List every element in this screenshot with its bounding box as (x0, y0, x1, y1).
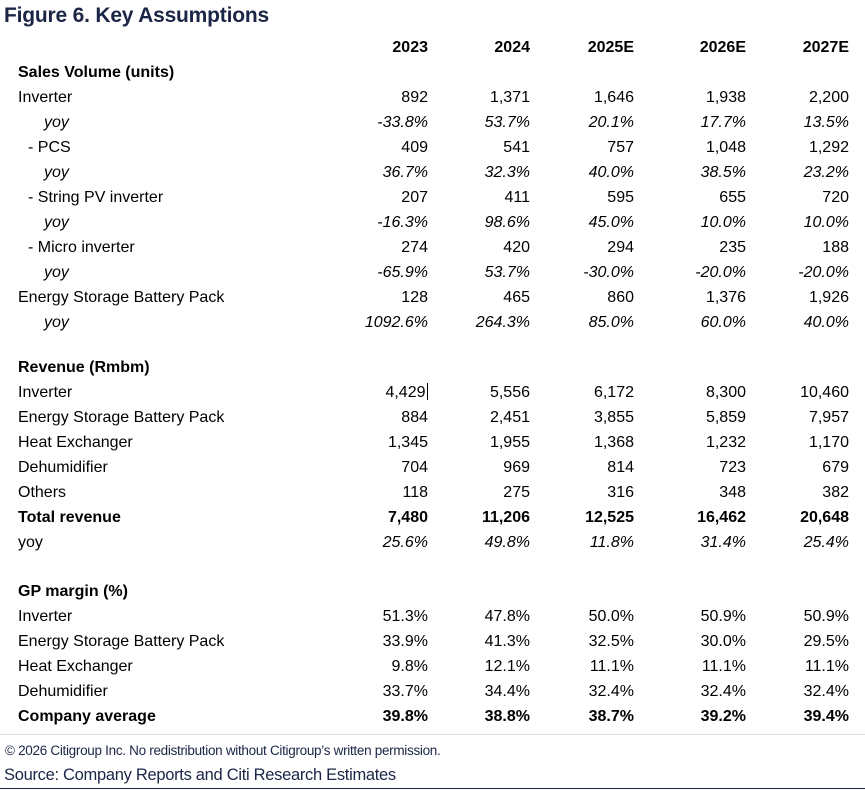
cell-value: 7,480 (387, 509, 428, 526)
cell-value: 40.0% (803, 314, 849, 331)
cell-value: 382 (822, 484, 849, 501)
cell-value: 39.8% (382, 708, 428, 725)
table-row (0, 430, 849, 455)
cell-value: -33.8% (377, 114, 428, 131)
row-label: Energy Storage Battery Pack (18, 633, 225, 650)
key-assumptions-table (0, 35, 849, 729)
cell-value: 50.9% (700, 608, 746, 625)
row-label: Total revenue (18, 509, 121, 526)
cell-value: 118 (402, 484, 428, 501)
cell-value: 12.1% (484, 658, 530, 675)
figure-title: Figure 6. Key Assumptions (4, 4, 269, 27)
cell-value: 20.1% (588, 114, 634, 131)
cell-value: 1,646 (593, 89, 634, 106)
cell-value: -16.3% (377, 214, 428, 231)
cell-value: 85.0% (588, 314, 634, 331)
page-bottom-rule (0, 788, 865, 790)
cell-value: 25.6% (382, 534, 428, 551)
cell-value: 34.4% (484, 683, 530, 700)
cell-value: 33.9% (382, 633, 428, 650)
row-label: yoy (44, 264, 69, 281)
cell-value: 264.3% (475, 314, 530, 331)
cell-value: 207 (401, 189, 428, 206)
row-label: yoy (44, 214, 69, 231)
cell-value: 595 (607, 189, 634, 206)
row-label: Heat Exchanger (18, 658, 133, 675)
row-label: Inverter (18, 608, 73, 625)
cell-value: 53.7% (484, 114, 530, 131)
table-row (0, 679, 849, 704)
row-label: Dehumidifier (18, 683, 108, 700)
header-spacer (0, 35, 350, 60)
cell-value: 1,955 (489, 434, 530, 451)
cell-value: 274 (401, 239, 428, 256)
cell-value: 29.5% (803, 633, 849, 650)
cell-value: 720 (822, 189, 849, 206)
cell-value: 25.4% (803, 534, 849, 551)
cell-value: 1,048 (705, 139, 746, 156)
row-label: Inverter (18, 89, 73, 106)
table-row (0, 310, 849, 335)
footer-copyright: © 2026 Citigroup Inc. No redistribution without Citigroup’s written permission. (5, 743, 441, 758)
cell-value: 1092.6% (364, 314, 428, 331)
cell-value: 860 (607, 289, 634, 306)
cell-value: 884 (401, 409, 428, 426)
cell-value: 5,556 (489, 384, 530, 401)
cell-value: 11,206 (481, 509, 530, 526)
cell-value: 316 (607, 484, 634, 501)
cell-value: 1,376 (705, 289, 746, 306)
section-gap (0, 335, 849, 355)
cell-value: 47.8% (484, 608, 530, 625)
cell-value: 892 (401, 89, 428, 106)
cell-value: 39.2% (700, 708, 746, 725)
section-header: GP margin (%) (18, 583, 128, 600)
table-row (0, 110, 849, 135)
cell-value: 32.4% (803, 683, 849, 700)
row-label: - Micro inverter (28, 239, 135, 256)
row-label: Inverter (18, 384, 73, 401)
section-header: Sales Volume (units) (18, 64, 175, 81)
cell-value: 1,938 (705, 89, 746, 106)
table-bottom-divider (0, 734, 865, 735)
cell-value: 5,859 (705, 409, 746, 426)
cell-value: 655 (719, 189, 746, 206)
cell-value: 98.6% (484, 214, 530, 231)
cell-value: 39.4% (803, 708, 849, 725)
table-row (0, 704, 849, 729)
cell-value: 2,451 (489, 409, 530, 426)
cell-value: 32.3% (484, 164, 530, 181)
cell-value: 45.0% (588, 214, 634, 231)
cell-value: 128 (401, 289, 428, 306)
cell-value: 50.0% (588, 608, 634, 625)
cell-value: 7,957 (808, 409, 849, 426)
cell-value: 53.7% (484, 264, 530, 281)
cell-value: 1,926 (808, 289, 849, 306)
cell-value: 348 (719, 484, 746, 501)
cell-value: 40.0% (588, 164, 634, 181)
row-label: - PCS (28, 139, 71, 156)
table-row (0, 85, 849, 110)
cell-value: 704 (401, 459, 428, 476)
cell-value: -20.0% (695, 264, 746, 281)
row-label: yoy (44, 314, 69, 331)
table-row (0, 185, 849, 210)
cell-value: 38.5% (700, 164, 746, 181)
cell-value: 969 (503, 459, 530, 476)
cell-value: 10,460 (800, 384, 849, 401)
cell-value: 32.5% (588, 633, 634, 650)
cell-value: 1,371 (489, 89, 530, 106)
cell-value: 2,200 (808, 89, 849, 106)
cell-value: 10.0% (803, 214, 849, 231)
table-row (0, 604, 849, 629)
column-header-2023: 2023 (392, 39, 428, 56)
table-row (0, 285, 849, 310)
cell-value: 275 (503, 484, 530, 501)
cell-value: 10.0% (700, 214, 746, 231)
table-body (0, 60, 849, 729)
cell-value: 465 (503, 289, 530, 306)
table-row (0, 629, 849, 654)
cell-value: 16,462 (697, 509, 746, 526)
cell-value: 3,855 (593, 409, 634, 426)
row-label: Energy Storage Battery Pack (18, 289, 225, 306)
cell-value: 679 (822, 459, 849, 476)
cell-value: 411 (504, 189, 530, 206)
cell-value: 814 (607, 459, 634, 476)
cell-value: 757 (607, 139, 634, 156)
cell-value: 33.7% (382, 683, 428, 700)
cell-value: 20,648 (800, 509, 849, 526)
cell-value: 11.8% (589, 534, 634, 551)
cell-value: 11.1% (804, 658, 849, 675)
row-label: yoy (18, 534, 43, 551)
section-header: Revenue (Rmbm) (18, 359, 150, 376)
cell-value: 420 (503, 239, 530, 256)
table-row (0, 455, 849, 480)
table-row (0, 654, 849, 679)
row-label: Heat Exchanger (18, 434, 133, 451)
cell-value: 32.4% (700, 683, 746, 700)
cell-value: 17.7% (700, 114, 746, 131)
cell-value: 8,300 (705, 384, 746, 401)
cell-value: -30.0% (583, 264, 634, 281)
cell-value: 41.3% (484, 633, 530, 650)
cell-value: 1,292 (808, 139, 849, 156)
table-row (0, 210, 849, 235)
section-header-row (0, 579, 849, 604)
table-header-row (0, 35, 849, 60)
cell-value: 1,170 (808, 434, 849, 451)
cell-value: 235 (719, 239, 746, 256)
table-row (0, 235, 849, 260)
column-header-2025e: 2025E (587, 39, 634, 56)
cell-value: 541 (503, 139, 530, 156)
cell-value: 13.5% (803, 114, 849, 131)
footer-source: Source: Company Reports and Citi Research Estimates (4, 766, 396, 784)
cell-value: 23.2% (803, 164, 849, 181)
section-header-row (0, 355, 849, 380)
cell-value: 9.8% (391, 658, 428, 675)
cell-value: 38.7% (588, 708, 634, 725)
cell-value: 1,232 (705, 434, 746, 451)
cell-value: 6,172 (593, 384, 634, 401)
cell-value: 36.7% (382, 164, 428, 181)
table-row (0, 380, 849, 405)
section-gap (0, 555, 849, 579)
row-label: Company average (18, 708, 156, 725)
cell-value: 1,345 (387, 434, 428, 451)
cell-value: 11.1% (589, 658, 634, 675)
section-header-row (0, 60, 849, 85)
cell-value: 12,525 (585, 509, 634, 526)
cell-value: 32.4% (588, 683, 634, 700)
table-row (0, 405, 849, 430)
cell-value: 1,368 (593, 434, 634, 451)
row-label: yoy (44, 114, 69, 131)
cell-value: -20.0% (798, 264, 849, 281)
column-header-2026e: 2026E (699, 39, 746, 56)
cell-value: 38.8% (484, 708, 530, 725)
row-label: - String PV inverter (28, 189, 164, 206)
cell-value: 60.0% (700, 314, 746, 331)
row-label: Energy Storage Battery Pack (18, 409, 225, 426)
row-label: yoy (44, 164, 69, 181)
table-row (0, 260, 849, 285)
cell-value: 11.1% (701, 658, 746, 675)
table-row (0, 480, 849, 505)
cell-value: 30.0% (700, 633, 746, 650)
cell-value: 51.3% (382, 608, 428, 625)
row-label: Dehumidifier (18, 459, 108, 476)
table-row (0, 505, 849, 530)
table-row (0, 135, 849, 160)
cell-value: 31.4% (700, 534, 746, 551)
column-header-2027e: 2027E (802, 39, 849, 56)
cell-value: 4,429 (350, 380, 428, 405)
table-row (0, 530, 849, 555)
cell-value: -65.9% (377, 264, 428, 281)
cell-value: 294 (607, 239, 634, 256)
column-header-2024: 2024 (494, 39, 530, 56)
row-label: Others (18, 484, 67, 501)
table-row (0, 160, 849, 185)
cell-value: 409 (401, 139, 428, 156)
cell-value: 188 (822, 239, 849, 256)
cell-value: 50.9% (803, 608, 849, 625)
cell-value: 49.8% (484, 534, 530, 551)
cell-value: 723 (719, 459, 746, 476)
